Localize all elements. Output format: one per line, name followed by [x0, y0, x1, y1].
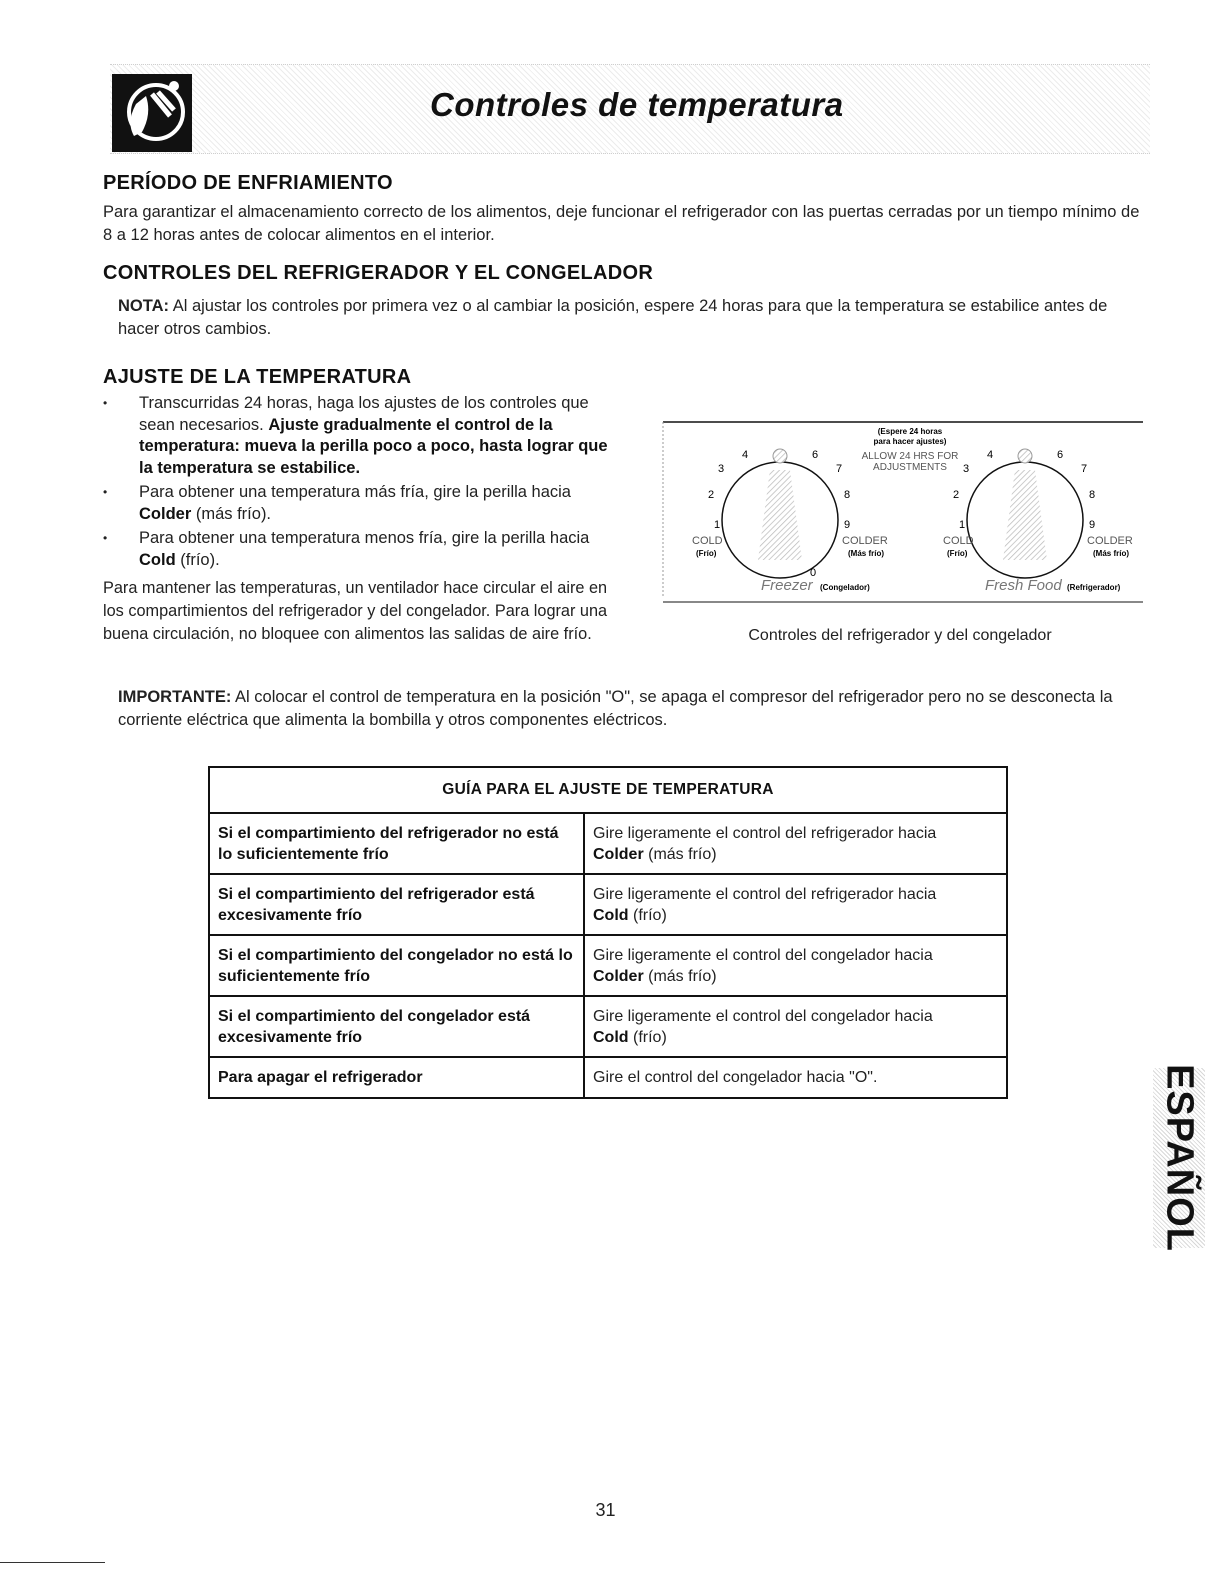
dial-tick-1: 1 [714, 519, 721, 531]
dial-tick-zero: 0 [810, 567, 817, 579]
list-item: • Para obtener una temperatura más fría, gire la perilla hacia Colder (más frío). [103, 482, 623, 525]
wait-label-es-2: para hacer ajustes) [873, 437, 947, 446]
page-number: 31 [595, 1500, 616, 1520]
dial-tick-1: 1 [959, 519, 966, 531]
table-cell-action: Gire el control del congelador hacia "O". [584, 1057, 1007, 1098]
note-text: Al ajustar los controles por primera vez o al cambiar la posición, espere 24 horas para que la temperatura se estabilice antes de hacer otros cambios. [118, 297, 1108, 338]
dial-tick-6: 6 [1057, 449, 1064, 461]
page-title: Controles de temperatura [430, 86, 844, 123]
cold-es-label: (Frío) [947, 549, 968, 558]
footer-rule [0, 1562, 105, 1563]
colder-es-label: (Más frío) [848, 549, 884, 558]
table-cell-action: Gire ligeramente el control del refrigerador hacia Colder (más frío) [584, 813, 1007, 874]
cold-label: COLD [943, 535, 974, 547]
adjust-bullet-list [103, 393, 623, 574]
colder-label: COLDER [842, 535, 888, 547]
table-cell-condition: Si el compartimiento del refrigerador no está lo suficientemente frío [209, 813, 584, 874]
wait-label-en-2: ADJUSTMENTS [873, 462, 947, 473]
controls-note [118, 295, 1148, 341]
dial-tick-4: 4 [742, 449, 749, 461]
circulation-text: Para mantener las temperaturas, un ventilador hace circular el aire en los compartimientos del refrigerador y del congelador. Para lograr una buena circulación, no bloquee con alimentos las salidas de aire frío. [103, 579, 608, 643]
table-cell-action: Gire ligeramente el control del congelador hacia Cold (frío) [584, 996, 1007, 1057]
freezer-dial [692, 449, 888, 579]
language-side-tab [1153, 1064, 1205, 1252]
colder-label: COLDER [1087, 535, 1133, 547]
dial-tick-2: 2 [708, 489, 715, 501]
dial-tick-3: 3 [963, 463, 970, 475]
table-row [209, 874, 1007, 935]
important-label: IMPORTANTE: [118, 688, 232, 706]
cold-label: COLD [692, 535, 723, 547]
cooldown-text: Para garantizar el almacenamiento correcto de los alimentos, deje funcionar el refrigerador con las puertas cerradas por un tiempo mínimo de 8 a 12 horas antes de colocar alimentos en el interior. [103, 203, 1140, 244]
freezer-es-label: (Congelador) [820, 583, 870, 592]
dial-tick-8: 8 [844, 489, 851, 501]
freezer-label: Freezer [761, 577, 813, 594]
table-row [209, 996, 1007, 1057]
table-row [209, 813, 1007, 874]
wait-label-en-1: ALLOW 24 HRS FOR [861, 451, 959, 462]
fresh-food-label: Fresh Food [985, 577, 1062, 594]
adjust-heading: AJUSTE DE LA TEMPERATURA [103, 366, 412, 388]
temperature-guide-table [208, 766, 1008, 1099]
table-row [209, 935, 1007, 996]
dial-tick-3: 3 [718, 463, 725, 475]
dial-tick-9: 9 [1089, 519, 1096, 531]
table-cell-action: Gire ligeramente el control del congelador hacia Colder (más frío) [584, 935, 1007, 996]
dial-tick-6: 6 [812, 449, 819, 461]
thermometer-hand-icon [112, 74, 192, 152]
colder-es-label: (Más frío) [1093, 549, 1129, 558]
table-cell-action: Gire ligeramente el control del refrigerador hacia Cold (frío) [584, 874, 1007, 935]
note-label: NOTA: [118, 297, 170, 315]
wait-label-es-1: (Espere 24 horas [877, 427, 943, 436]
table-cell-condition: Si el compartimiento del congelador no está lo suficientemente frío [209, 935, 584, 996]
fresh-food-dial [943, 449, 1133, 578]
figure-caption: Controles del refrigerador y del congelador [748, 627, 1052, 644]
table-cell-condition: Si el compartimiento del refrigerador está excesivamente frío [209, 874, 584, 935]
dial-tick-2: 2 [953, 489, 960, 501]
list-item: • Para obtener una temperatura menos fría, gire la perilla hacia Cold (frío). [103, 528, 623, 571]
dial-tick-7: 7 [1081, 463, 1088, 475]
important-note [118, 686, 1148, 732]
dial-tick-4: 4 [987, 449, 994, 461]
dial-tick-7: 7 [836, 463, 843, 475]
language-tab-label: ESPAÑOL [1158, 1064, 1201, 1252]
list-item: • Transcurridas 24 horas, haga los ajustes de los controles que sean necesarios. Ajuste gradualmente el control de la temperatura: mueva la perilla poco a poco, hasta lograr que la temperatura se estabilice. [103, 393, 623, 479]
table-row [209, 1057, 1007, 1098]
fresh-food-es-label: (Refrigerador) [1067, 583, 1121, 592]
cooldown-heading: PERÍODO DE ENFRIAMIENTO [103, 172, 393, 194]
controls-heading: CONTROLES DEL REFRIGERADOR Y EL CONGELADOR [103, 262, 654, 284]
controls-figure [655, 412, 1145, 608]
cold-es-label: (Frío) [696, 549, 717, 558]
dial-tick-8: 8 [1089, 489, 1096, 501]
table-cell-condition: Para apagar el refrigerador [209, 1057, 584, 1098]
table-title: GUÍA PARA EL AJUSTE DE TEMPERATURA [209, 767, 1007, 813]
dial-tick-9: 9 [844, 519, 851, 531]
important-text: Al colocar el control de temperatura en la posición "O", se apaga el compresor del refrigerador pero no se desconecta la corriente eléctrica que alimenta la bombilla y otros componentes eléctricos. [118, 688, 1113, 729]
table-cell-condition: Si el compartimiento del congelador está excesivamente frío [209, 996, 584, 1057]
